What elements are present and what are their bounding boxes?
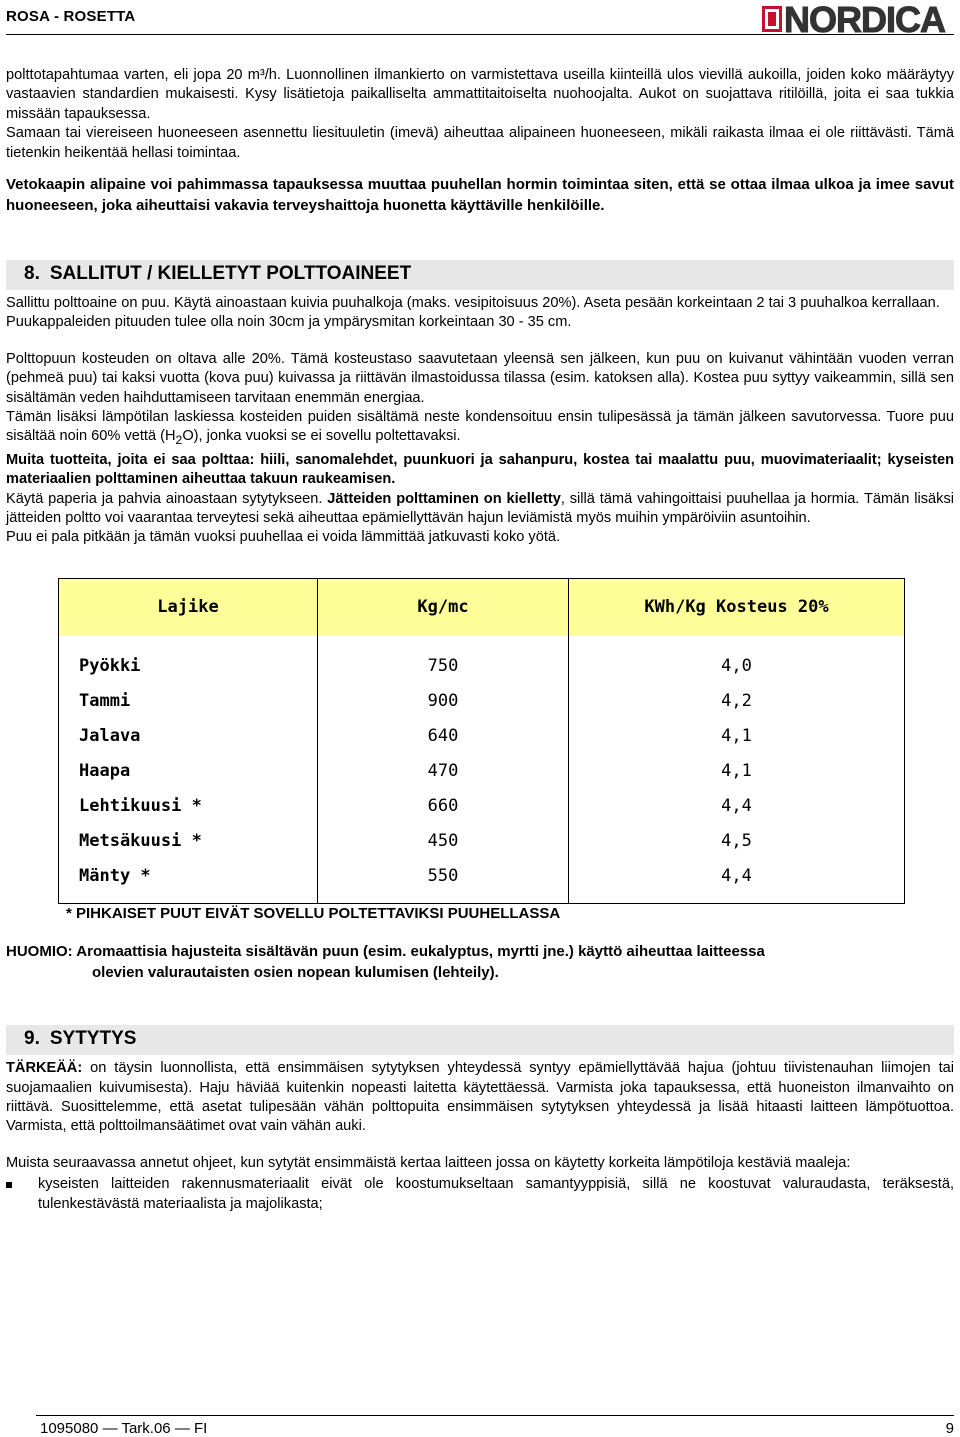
p4-subscript: 2 (175, 433, 183, 448)
intro-paragraph-1: polttotapahtumaa varten, eli jopa 20 m³/h. Luonnollinen ilmankierto on varmistettava useilla kiinteillä ulos vievillä aukoilla, joiden koko määräytyy vastaavien standardien mukaisesti. Kysy lisätietoja paikalliselta ammattitaitoiselta nuohoojalta. Aukot on suojattava ritilöillä, joita ei saa tukkia missään tapauksessa. (6, 67, 954, 122)
section-9-heading (6, 1025, 954, 1055)
huomio-label: HUOMIO (6, 943, 68, 961)
p6-bold: Jätteiden polttaminen on kielletty (327, 490, 561, 507)
wood-name: Lehtikuusi * (59, 789, 318, 824)
wood-kwh: 4,1 (569, 754, 905, 789)
section-8-paragraph-7: Puu ei pala pitkään ja tämän vuoksi puuhellaa ei voida lämmittää jatkuvasti koko yötä. (6, 529, 561, 546)
square-bullet-icon (6, 1182, 12, 1188)
section-8-paragraph-2: Puukappaleiden pituuden tulee olla noin 30cm ja ympärysmitan korkeintaan 30 - 35 cm. (6, 314, 572, 331)
intro-paragraph-2: Samaan tai viereiseen huoneeseen asennettu liesituuletin (imevä) aiheuttaa alipaineen huoneeseen, mikäli raikasta ilmaa ei ole riittävästi. Tämä tietenkin heikentää hellasi toimintaa. (6, 125, 954, 161)
section-8-heading (6, 260, 954, 290)
wood-kg: 660 (318, 789, 569, 824)
wood-kwh: 4,5 (569, 824, 905, 859)
section-9-title: SYTYTYS (49, 1028, 137, 1050)
wood-kwh: 4,0 (569, 636, 905, 684)
wood-name: Haapa (59, 754, 318, 789)
list-item (6, 1175, 954, 1214)
section-8-number: 8. (24, 263, 40, 285)
table-row (59, 636, 905, 684)
wood-kg: 450 (318, 824, 569, 859)
wood-name: Jalava (59, 719, 318, 754)
p4-text: Tämän lisäksi lämpötilan laskiessa kosteiden puiden sisältämä neste kondensoituu ensin tulipesässä ja tämän jälkeen savutorvessa. Tuore puu sisältää noin 60% vettä (H (6, 409, 954, 445)
footer-document-code: 1095080 — Tark.06 — FI (40, 1420, 208, 1437)
nordica-logo (762, 0, 956, 38)
wood-table (58, 578, 905, 904)
section-9-paragraph-2: Muista seuraavassa annetut ohjeet, kun sytytät ensimmäistä kertaa laitteen jossa on käytetty korkeita lämpötiloja kestäviä maaleja: (6, 1154, 851, 1171)
table-header-kg: Kg/mc (318, 578, 569, 636)
header-title: ROSA - ROSETTA (6, 8, 136, 25)
wood-name: Pyökki (59, 636, 318, 684)
p6-c: , sillä tämä vahingoittaisi puuhellaa ja hormia. Tämän lisäksi jätteiden poltto voi vaarantaa terveytesi sekä aiheuttaa epämiellyttävän hajun leviämistä myös muihin ympäröiviin asuntoihin. (6, 490, 954, 526)
section-8-title: SALLITUT / KIELLETYT POLTTOAINEET (49, 263, 412, 285)
section-8-paragraph-6 (6, 490, 954, 529)
forbidden-text: Muita tuotteita, joita ei saa polttaa: hiili, sanomalehdet, puunkuori ja sahanpuru, kostea tai maalattu puu, muovimateriaalit; kyseisten materiaalien polttaminen aiheuttaa takuun raukeamisen. (6, 451, 954, 488)
table-row (59, 719, 905, 754)
wood-kg: 470 (318, 754, 569, 789)
page-content (6, 66, 954, 1214)
logo-wordmark: NORDICA (784, 0, 945, 38)
table-row (59, 789, 905, 824)
wood-kwh: 4,4 (569, 859, 905, 904)
warning-paragraph: Vetokaapin alipaine voi pahimmassa tapauksessa muuttaa puuhellan hormin toimintaa siten, että se ottaa ilmaa ulkoa ja imee savut huoneeseen, joka aiheuttaisi vakavia terveyshaittoja huonetta käyttäville henkilöille. (6, 176, 954, 214)
footer-rule (36, 1415, 954, 1416)
section-9-text-1: on täysin luonnollista, että ensimmäisen sytytyksen yhteydessä syntyy epämiellyttävää hajua (johtuu tiivistenauhan liimojen tai suojamaalien kuivumisesta). Haju häviää kuitenkin nopeasti laitetta käytettäessä. Varmista joka tapauksessa, että huoneiston ilmanvaihto on riittävä. Suosittelemme, että asetat tulipesään vähän polttopuita ensimmäisen sytytyksen yhteydessä ja lisää hitaasti laitteen lämpötuottoa. Varmista, että polttoilmansäätimet ovat vain vähän auki. (6, 1060, 954, 1135)
wood-kg: 550 (318, 859, 569, 904)
wood-kg: 750 (318, 636, 569, 684)
wood-kwh: 4,1 (569, 719, 905, 754)
wood-kg: 900 (318, 684, 569, 719)
table-row (59, 684, 905, 719)
important-label: TÄRKEÄÄ: (6, 1060, 83, 1077)
section-8-paragraph-3: Polttopuun kosteuden on oltava alle 20%. Tämä kosteustaso saavutetaan yleensä sen jälkeen, kun puu on kuivanut vähintään vuoden verran (pehmeä puu) tai kaksi vuotta (kova puu) kuivassa ja riittävän ilmastoidussa tilassa (esim. katoksen alla). Kostea puu syttyy vaikeammin, sillä sen sisältämän veden haihduttamiseen tarvitaan enemmän energiaa. (6, 350, 954, 406)
p4-end: O), jonka vuoksi se ei sovellu poltettavaksi. (182, 428, 461, 445)
table-header-row (59, 578, 905, 636)
bullet-text: kyseisten laitteiden rakennusmateriaalit eivät ole koostumukseltaan samantyyppisiä, sillä ne koostuvat valuraudasta, teräksestä, tulenkestävästä materiaalista ja majolikasta; (38, 1176, 954, 1212)
wood-name: Mänty * (59, 859, 318, 904)
section-8-paragraph-1: Sallittu polttoaine on puu. Käytä ainoastaan kuivia puuhalkoja (maks. vesipitoisuus 20%). Aseta pesään korkeintaan 2 tai 3 puuhalkoa kerrallaan. (6, 295, 940, 312)
huomio-line-2: olevien valurautaisten osien nopean kulumisen (lehteily). (92, 964, 499, 982)
table-header-kwh: KWh/Kg Kosteus 20% (569, 578, 905, 636)
huomio-line-1: : Aromaattisia hajusteita sisältävän puun (esim. eukalyptus, myrtti jne.) käyttö aiheuttaa laitteessa (67, 943, 765, 961)
section-9-paragraph-1 (6, 1059, 954, 1137)
page-number: 9 (945, 1420, 954, 1437)
section-8-forbidden (6, 451, 954, 490)
wood-name: Tammi (59, 684, 318, 719)
wood-name: Metsäkuusi * (59, 824, 318, 859)
wood-kg: 640 (318, 719, 569, 754)
table-row (59, 859, 905, 904)
wood-kwh: 4,2 (569, 684, 905, 719)
table-header-lajike: Lajike (59, 578, 318, 636)
section-8-paragraph-4 (6, 408, 954, 451)
table-footnote: * PIHKAISET PUUT EIVÄT SOVELLU POLTETTAVIKSI PUUHELLASSA (66, 904, 561, 922)
section-9-number: 9. (24, 1028, 40, 1050)
table-row (59, 824, 905, 859)
huomio-note (6, 941, 954, 983)
page-header (0, 0, 960, 40)
table-row (59, 754, 905, 789)
p6-a: Käytä paperia ja pahvia ainoastaan sytytykseen. (6, 490, 328, 507)
wood-kwh: 4,4 (569, 789, 905, 824)
